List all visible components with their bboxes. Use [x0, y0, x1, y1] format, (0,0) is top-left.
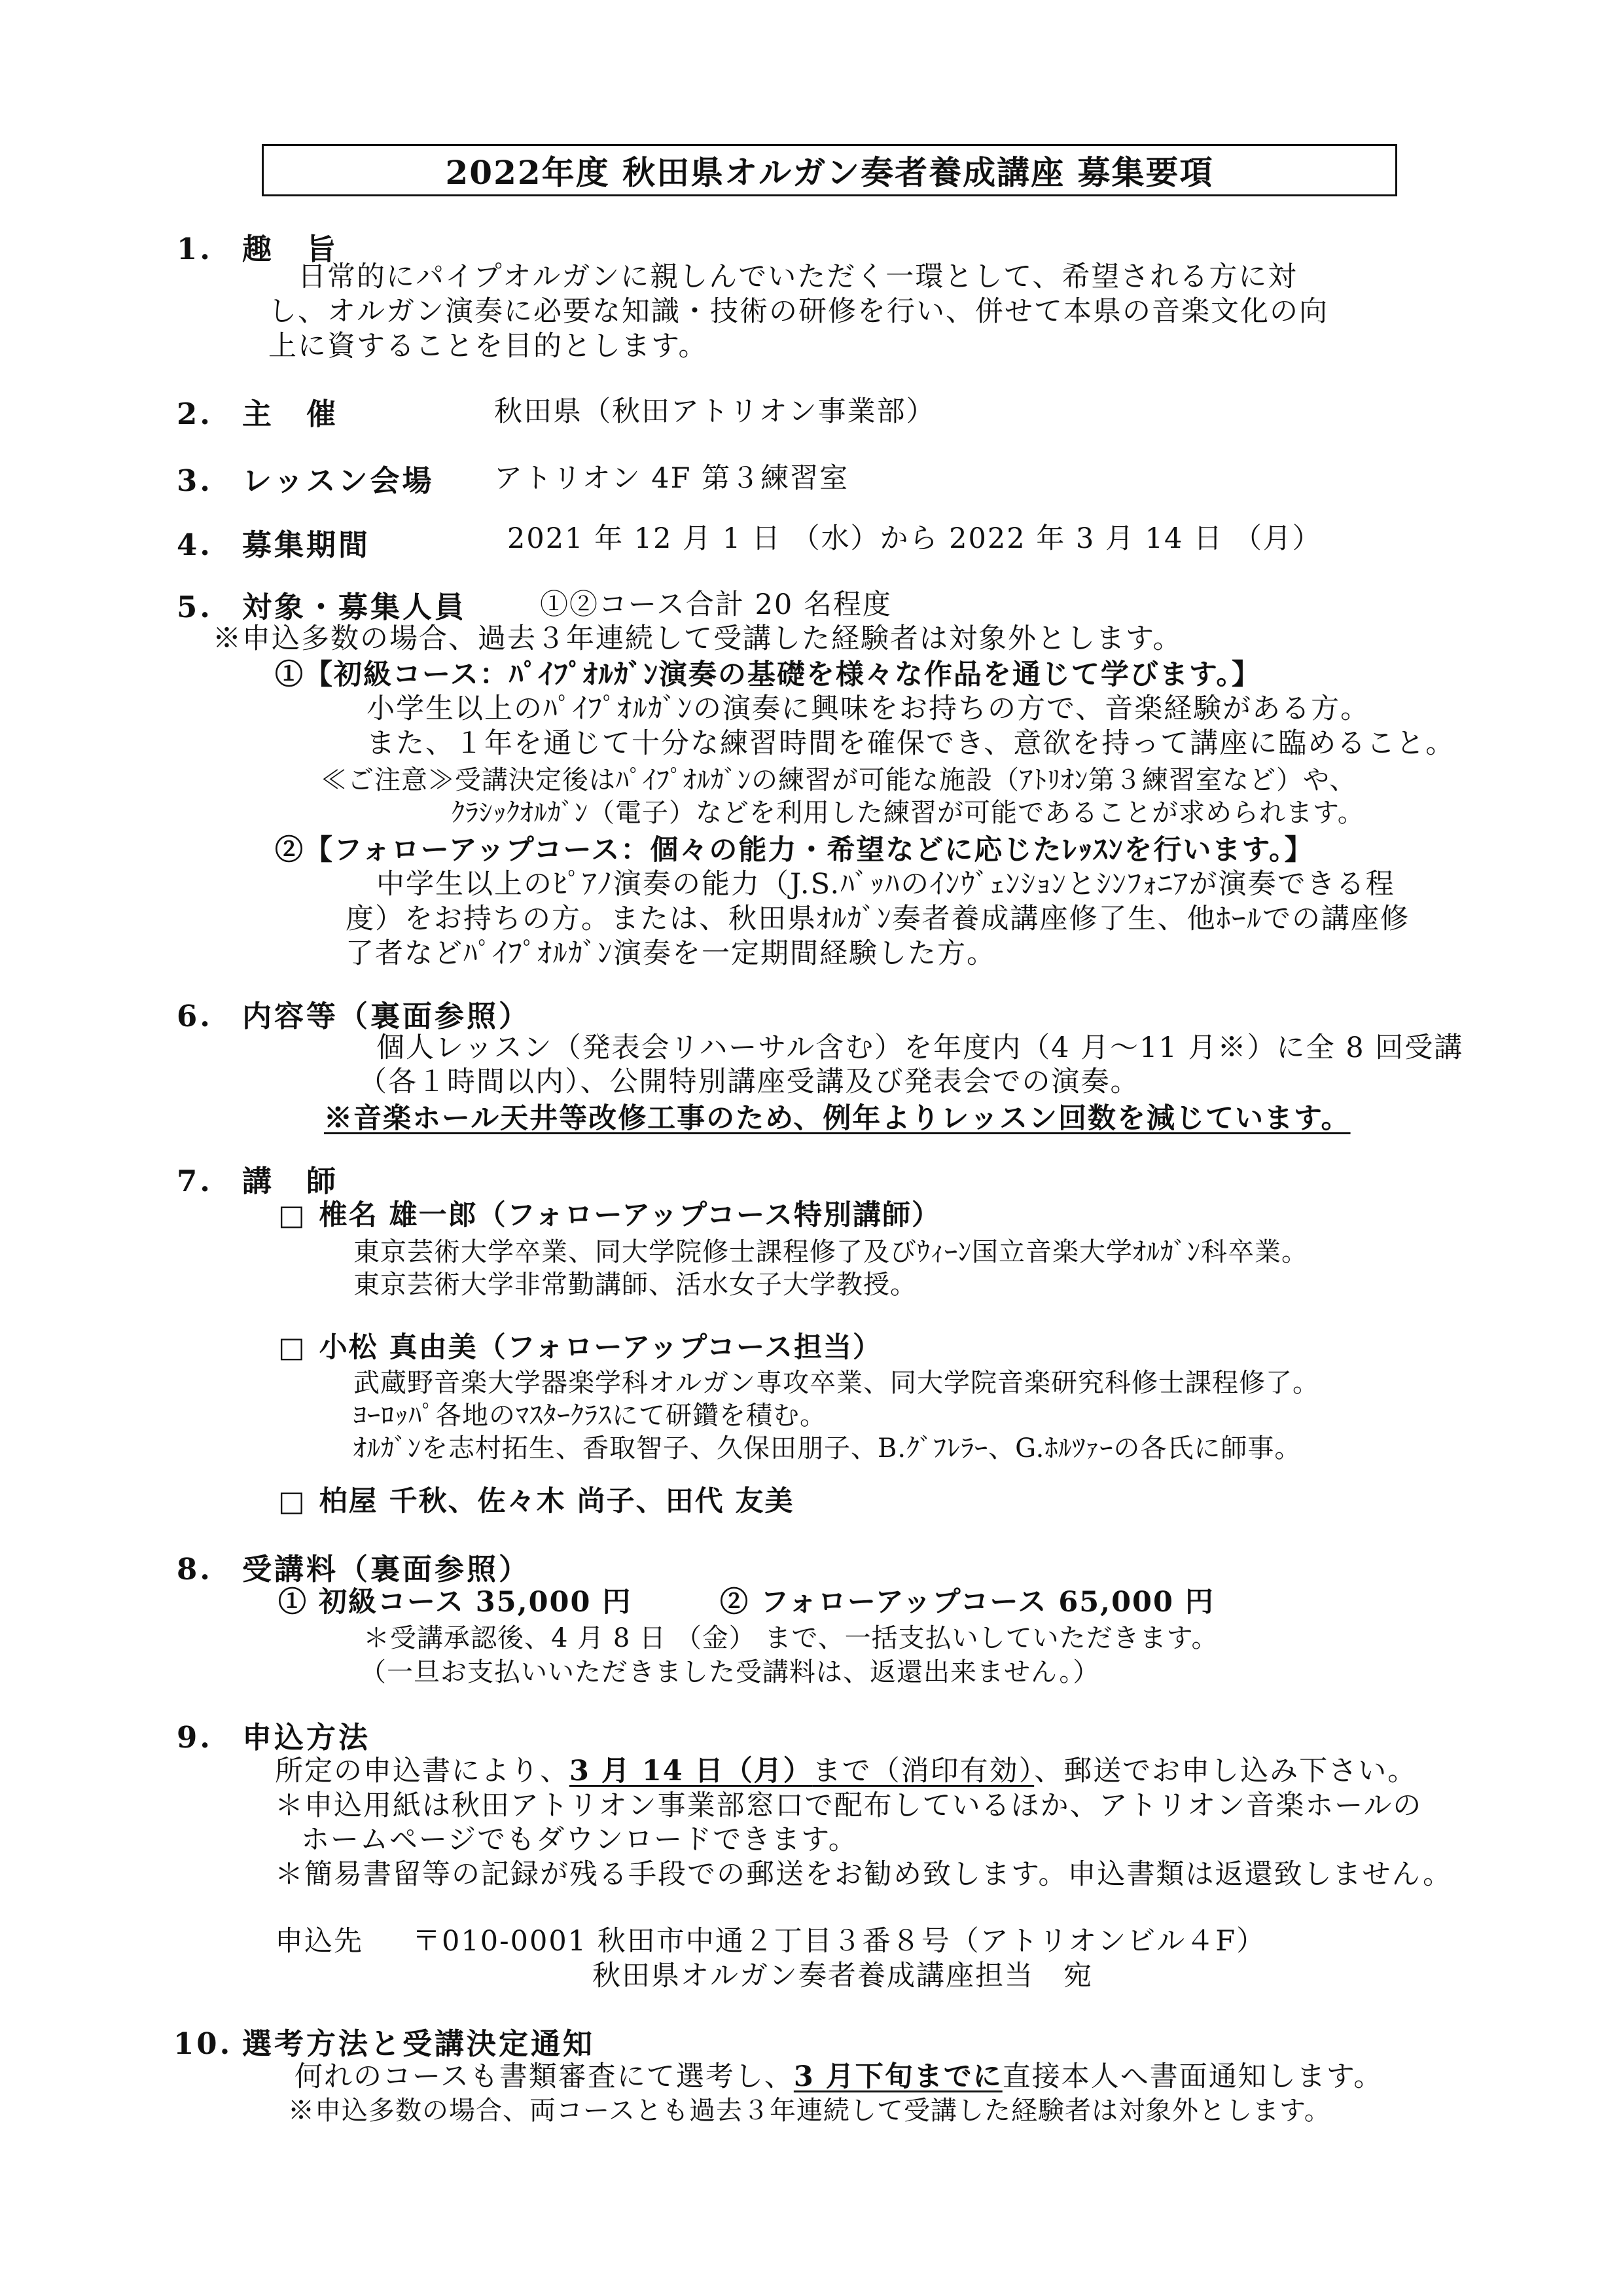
section-5-number: 5. — [177, 590, 213, 624]
section-3-number: 3. — [177, 463, 213, 498]
section-5-note: ※申込多数の場合、過去３年連続して受講した経験者は対象外とします。 — [213, 622, 1183, 655]
selection-line-1 — [294, 2060, 1383, 2093]
section-10-number: 10. — [173, 2026, 233, 2061]
section-1-number: 1. — [177, 232, 213, 266]
selection-line-1-pre: 何れのコースも書類審査にて選考し、 — [294, 2060, 794, 2093]
teacher-3-name-row — [278, 1485, 794, 1518]
section-9-heading: 申込方法 — [242, 1720, 371, 1755]
renovation-notice: ※音楽ホール天井等改修工事のため、例年よりレッスン回数を減じています。 — [324, 1102, 1351, 1135]
section-9-number: 9. — [177, 1720, 213, 1755]
checkbox-icon: □ — [278, 1485, 306, 1518]
deadline-date: 3 月 14 日（月） — [569, 1755, 813, 1787]
section-6-line-2: （各１時間以内）、公開特別講座受講及び発表会での演奏。 — [359, 1066, 1140, 1098]
teacher-1-name-row — [278, 1199, 942, 1232]
course-1-line-2: また、１年を通じて十分な練習時間を確保でき、意欲を持って講座に臨めること。 — [366, 727, 1455, 760]
address-line-2: 秋田県オルガン奏者養成講座担当 宛 — [592, 1960, 1093, 1992]
application-line-1 — [275, 1757, 1417, 1785]
application-line-1-post: 、郵送でお申し込み下さい。 — [1034, 1755, 1418, 1787]
application-note-2: ＊簡易書留等の記録が残る手段での郵送をお勧め致します。申込書類は返還致しません。 — [275, 1858, 1453, 1891]
teacher-2-name: 小松 真由美（フォローアップコース担当） — [319, 1331, 883, 1364]
period-value: 2021 年 12 月 1 日 （水）から 2022 年 3 月 14 日 （月） — [507, 522, 1322, 555]
checkbox-icon: □ — [278, 1331, 306, 1364]
section-1-line-1: 日常的にパイプオルガンに親しんでいただく一環として、希望される方に対 — [298, 260, 1298, 293]
selection-line-1-post: 直接本人へ書面通知します。 — [1002, 2060, 1383, 2093]
fee-beginner: ① 初級コース 35,000 円 — [278, 1586, 632, 1619]
section-8-heading: 受講料（裏面参照） — [242, 1552, 531, 1587]
course-1-title: ①【初級コース：ﾊﾟｲﾌﾟｵﾙｶﾞﾝ演奏の基礎を様々な作品を通じて学びます。】 — [275, 658, 1261, 691]
section-4-number: 4. — [177, 528, 213, 562]
section-6-number: 6. — [177, 999, 213, 1033]
course-2-title: ②【フォローアップコース：個々の能力・希望などに応じたﾚｯｽﾝを行います。】 — [275, 834, 1314, 867]
page-title: 2022年度 秋田県オルガン奏者養成講座 募集要項 — [262, 144, 1397, 196]
section-1-line-3: 上に資することを目的とします。 — [268, 330, 708, 363]
section-6-heading: 内容等（裏面参照） — [242, 999, 531, 1033]
section-7-number: 7. — [177, 1164, 213, 1198]
teacher-2-line-3: ｵﾙｶﾞﾝを志村拓生、香取智子、久保田朋子、B.ｸﾞﾌﾚﾗｰ、G.ﾎﾙﾂｧｰの各氏に師事。 — [353, 1433, 1302, 1463]
teacher-2-line-2: ﾖｰﾛｯﾊﾟ各地のﾏｽﾀｰｸﾗｽにて研鑽を積む。 — [353, 1401, 827, 1431]
section-1-heading: 趣 旨 — [242, 232, 339, 266]
fee-follow-up: ② フォローアップコース 65,000 円 — [720, 1586, 1215, 1619]
section-6-line-1: 個人レッスン（発表会リハーサル含む）を年度内（4 月～11 月※）に全 8 回受講 — [376, 1031, 1464, 1064]
teacher-3-name: 柏屋 千秋、佐々木 尚子、田代 友美 — [319, 1485, 794, 1518]
section-7-heading: 講 師 — [242, 1164, 339, 1198]
course-1-caution-2: ｸﾗｼｯｸｵﾙｶﾞﾝ（電子）などを利用した練習が可能であることが求められます。 — [452, 798, 1364, 828]
section-8-number: 8. — [177, 1552, 213, 1587]
section-3-heading: レッスン会場 — [242, 463, 435, 498]
section-10-heading: 選考方法と受講決定通知 — [242, 2026, 596, 2061]
teacher-2-line-1: 武蔵野音楽大学器楽学科オルガン専攻卒業、同大学院音楽研究科修士課程修了。 — [353, 1368, 1319, 1398]
course-2-line-2: 度）をお持ちの方。または、秋田県ｵﾙｶﾞﾝ奏者養成講座修了生、他ﾎｰﾙでの講座修 — [346, 903, 1410, 935]
course-2-line-3: 了者などﾊﾟｲﾌﾟｵﾙｶﾞﾝ演奏を一定期間経験した方。 — [346, 937, 996, 970]
section-2-heading: 主 催 — [242, 397, 339, 431]
capacity-value: ①②コース合計 20 名程度 — [540, 588, 892, 621]
application-line-1-pre: 所定の申込書により、 — [275, 1755, 569, 1787]
venue-value: アトリオン 4F 第３練習室 — [494, 462, 849, 495]
checkbox-icon: □ — [278, 1199, 306, 1232]
fee-note-1: ＊受講承認後、4 月 8 日 （金） まで、一括支払いしていただきます。 — [363, 1623, 1219, 1653]
selection-note: ※申込多数の場合、両コースとも過去３年連続して受講した経験者は対象外とします。 — [288, 2096, 1331, 2126]
course-2-line-1: 中学生以上のﾋﾟｱﾉ演奏の能力（J.S.ﾊﾞｯﾊのｲﾝｳﾞｪﾝｼｮﾝとｼﾝﾌｫﾆｱが演奏できる程 — [376, 868, 1395, 901]
fee-note-2: （一旦お支払いいただきました受講料は、返還出来ません。） — [360, 1657, 1100, 1687]
section-1-line-2: し、オルガン演奏に必要な知識・技術の研修を行い、併せて本県の音楽文化の向 — [268, 295, 1329, 328]
application-note-1a: ＊申込用紙は秋田アトリオン事業部窓口で配布しているほか、アトリオン音楽ホールの — [275, 1789, 1423, 1822]
course-1-caution-1: ≪ご注意≫受講決定後はﾊﾟｲﾌﾟｵﾙｶﾞﾝの練習が可能な施設（ｱﾄﾘｵﾝ第３練習室など）や、 — [321, 765, 1357, 795]
application-note-1b: ホームページでもダウンロードできます。 — [301, 1823, 858, 1856]
postmark-note: まで（消印有効） — [812, 1755, 1035, 1787]
course-1-line-1: 小学生以上のﾊﾟｲﾌﾟｵﾙｶﾞﾝの演奏に興味をお持ちの方で、音楽経験がある方。 — [366, 692, 1370, 725]
section-5-heading: 対象・募集人員 — [242, 590, 467, 624]
teacher-1-line-1: 東京芸術大学卒業、同大学院修士課程修了及びｳｨｰﾝ国立音楽大学ｵﾙｶﾞﾝ科卒業。 — [353, 1237, 1308, 1267]
teacher-2-name-row — [278, 1331, 883, 1364]
section-2-number: 2. — [177, 397, 213, 431]
address-label: 申込先 — [275, 1925, 363, 1958]
notification-deadline: 3 月下旬までに — [793, 2060, 1003, 2093]
organizer-value: 秋田県（秋田アトリオン事業部） — [494, 395, 936, 428]
address-line-1: 〒010-0001 秋田市中通２丁目３番８号（アトリオンビル４F） — [412, 1925, 1266, 1958]
teacher-1-name: 椎名 雄一郎（フォローアップコース特別講師） — [319, 1199, 942, 1232]
section-4-heading: 募集期間 — [242, 528, 371, 562]
teacher-1-line-2: 東京芸術大学非常勤講師、活水女子大学教授。 — [353, 1270, 917, 1300]
